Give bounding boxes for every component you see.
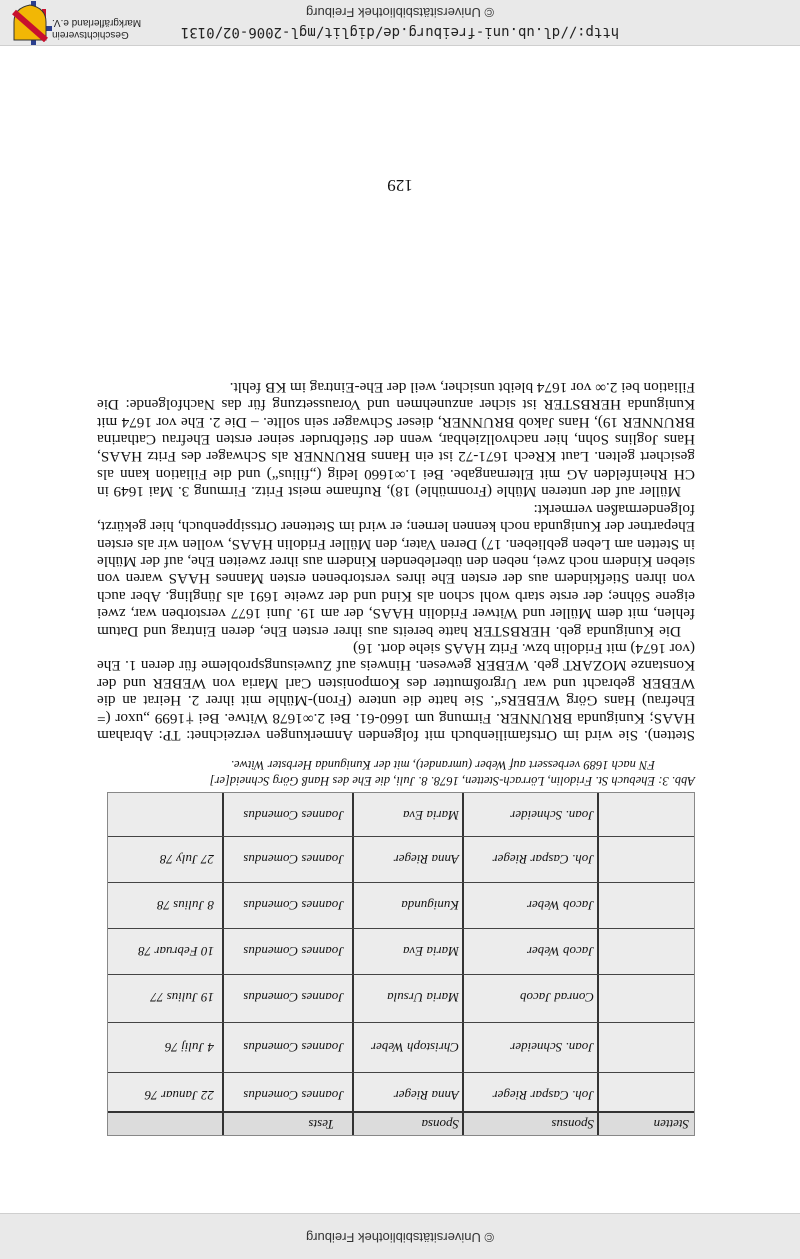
register-row-line xyxy=(108,1072,694,1073)
handwriting: Sponsus xyxy=(551,1117,594,1132)
handwriting: Maria Eva xyxy=(403,808,459,823)
handwriting: 22 Januar 76 xyxy=(144,1088,214,1103)
register-column-line xyxy=(352,793,354,1135)
handwriting: Christoph Weber xyxy=(371,1040,459,1055)
society-line: Markgräflerland e.V. xyxy=(52,17,142,28)
paragraph: Stetten). Sie wird im Ortsfamilienbuch mit folgenden Anmerkungen verzeichnet: TP: Abraham HAAS; Kunigunda BRUNNER. Firmung um 1660-61. Bei 2.∞1678 Witwe. Bei †1699 „uxor (= Ehefrau) Hans Görg WEBERs“. Sie hatte die untere (Fron)-Mühle mit ihrer 2. Heirat an die WEBER gebracht und war Urgroßmutter des Komponisten Carl Maria von WEBER und der Konstanze MOZART geb. WEBER gewesen. Hinweis auf Zuweisungsprobleme für deren 1. Ehe (vor 1674) mit Fridolin bzw. Fritz HAAS siehe dort. 16) xyxy=(97,639,695,744)
society-crest-icon xyxy=(12,4,48,42)
handwriting: Jacob Weber xyxy=(526,898,594,913)
footer-strip xyxy=(0,1213,800,1259)
handwriting: 4 Julij 76 xyxy=(164,1040,214,1055)
register-column-line xyxy=(222,793,224,1135)
handwriting: Joannes Comendus xyxy=(243,944,344,959)
header-copyright: © Universitätsbibliothek Freiburg xyxy=(305,5,495,20)
society-line: Geschichtsverein xyxy=(52,29,129,40)
caption-line: FN nach 1689 verbessert auf Weber (umrandet), mit der Kunigunda Herbster Witwe. xyxy=(230,758,655,772)
caption-line: Abb. 3: Ehebuch St. Fridolin, Lörrach-Stetten, 1678. 8. Juli, die Ehe des Hanß Görg Schneid[er] xyxy=(209,774,695,788)
handwriting: Joan. Schneider xyxy=(510,1040,594,1055)
header-strip xyxy=(0,0,800,46)
handwriting: Conrad Jacob xyxy=(519,990,594,1005)
page-number: 129 xyxy=(387,176,413,195)
handwriting: Kunigunda xyxy=(401,898,459,913)
register-header-band xyxy=(108,1111,694,1135)
register-row-line xyxy=(108,1022,694,1023)
register-row-line xyxy=(108,882,694,883)
handwriting: Joh. Caspar Rieger xyxy=(492,1088,594,1103)
paragraph: Die Kunigunda geb. HERBSTER hatte bereits aus ihrer ersten Ehe, deren Eintrag und Datum fehlen, mit dem Müller und Witwer Fridolin HAAS, der am 19. Juni 1677 verstorben war, zwei eigene Söhne; der erste starb wohl schon als Kind und der zweite 1691 als Jüngling. Aber auch von ihren Stiefkindern aus der ersten Ehe ihres verstorbenen ersten Mannes HAAS waren von sieben Kindern noch zwei, neben den überlebenden Kindern aus ihrer zweiten Ehe, auf der Mühle in Stetten am Leben geblieben. 17) Deren Vater, den Müller Fridolin HAAS, wollen wir als ersten Ehepartner der Kunigunda noch kennen lernen; er wird im Stettener Ortssippenbuch, hier gekürzt, folgendermaßen vermerkt: xyxy=(97,500,695,640)
handwriting: Joannes Comendus xyxy=(243,1040,344,1055)
register-row-line xyxy=(108,836,694,837)
register-photo xyxy=(107,792,695,1136)
footer-copyright: © Universitätsbibliothek Freiburg xyxy=(305,1230,495,1245)
handwriting: Maria Eva xyxy=(403,944,459,959)
handwriting: Joannes Comendus xyxy=(243,1088,344,1103)
register-column-line xyxy=(462,793,464,1135)
handwriting: Joannes Comendus xyxy=(243,898,344,913)
body-text xyxy=(97,378,695,744)
handwriting: Joannes Comendus xyxy=(243,990,344,1005)
handwriting: Sponsa xyxy=(421,1117,459,1132)
society-name xyxy=(52,16,141,40)
handwriting: 19 Julius 77 xyxy=(150,990,214,1005)
handwriting: Tests xyxy=(308,1117,334,1132)
handwriting: Maria Ursula xyxy=(387,990,459,1005)
figure-caption xyxy=(95,757,695,789)
handwriting: Jacob Weber xyxy=(526,944,594,959)
handwriting: Joh. Caspar Rieger xyxy=(492,852,594,867)
handwriting: Joan. Schneider xyxy=(510,808,594,823)
handwriting: Anna Rieger xyxy=(393,1088,459,1103)
register-column-line xyxy=(597,793,599,1135)
register-row-line xyxy=(108,974,694,975)
handwriting: Joannes Comendus xyxy=(243,808,344,823)
handwriting: 10 Februar 78 xyxy=(138,944,214,959)
register-row-line xyxy=(108,928,694,929)
handwriting: Anna Rieger xyxy=(393,852,459,867)
handwriting: 8 Julius 78 xyxy=(156,898,214,913)
paragraph: Müller auf der unteren Mühle (Fronmühle) 18), Rufname meist Fritz. Firmung 3. Mai 1649 in CH Rheinfelden AG mit Elternangabe. Bei 1.∞1660 ledig („filius“) und die Filiation kann als gesichert gelten. Laut KRech 1671-72 ist ein Hanns BRUNNER als Schwager des Fritz HAAS, Hans Joglins Sohn, hier nachvollziehbar, wenn der Stiefbruder seiner ersten Ehefrau Catharina BRUNNER 19), Hans Jakob BRUNNER, dieser Schwager sein sollte. – Die 2. Ehe vor 1674 mit Kunigunda HERBSTER ist sicher anzunehmen und Voraussetzung für das Nachfolgende: Die Filiation bei 2.∞ vor 1674 bleibt unsicher, weil der Ehe-Eintrag im KB fehlt. xyxy=(97,378,695,501)
handwriting: Joannes Comendus xyxy=(243,852,344,867)
document-url[interactable]: http://dl.ub.uni-freiburg.de/diglit/mgl-2006-02/0131 xyxy=(180,24,620,40)
handwriting: Stetten xyxy=(653,1117,689,1132)
handwriting: 27 July 78 xyxy=(159,852,214,867)
